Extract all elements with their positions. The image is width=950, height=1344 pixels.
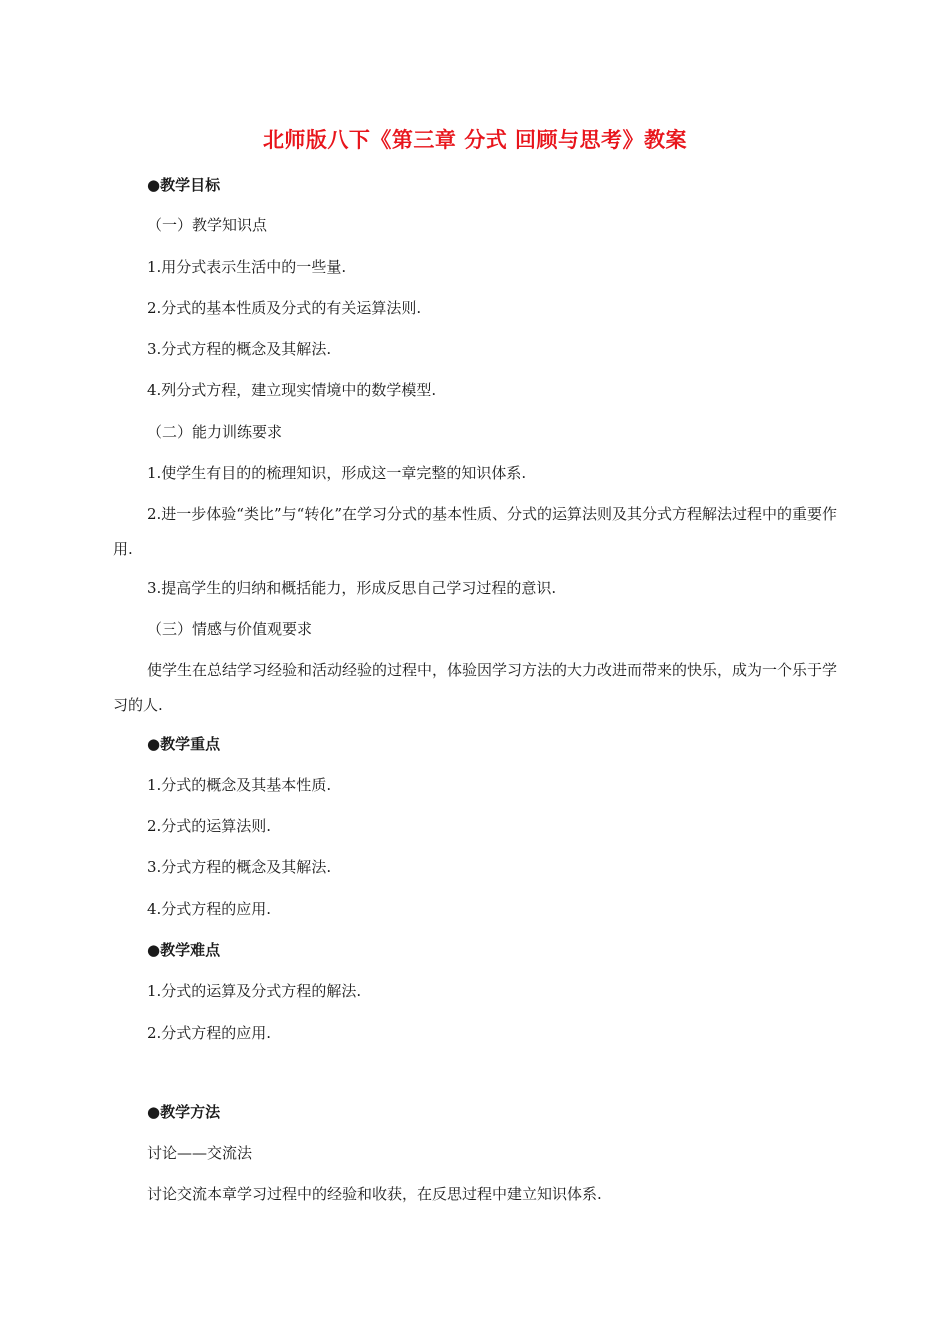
list-item: 4.列分式方程，建立现实情境中的数学模型. <box>147 381 437 399</box>
list-item: 1.分式的运算及分式方程的解法. <box>147 982 362 1000</box>
methods-heading: ●教学方法 <box>147 1103 221 1121</box>
list-item: 3.分式方程的概念及其解法. <box>147 858 332 876</box>
list-item: 2.分式方程的应用. <box>147 1024 272 1042</box>
method-name: 讨论——交流法 <box>147 1144 253 1162</box>
method-description: 讨论交流本章学习过程中的经验和收获，在反思过程中建立知识体系. <box>147 1185 602 1203</box>
list-item: 2.分式的基本性质及分式的有关运算法则. <box>147 299 422 317</box>
knowledge-points-subheading: （一）教学知识点 <box>147 216 268 234</box>
list-item: 2.分式的运算法则. <box>147 817 272 835</box>
emotion-values-paragraph: 使学生在总结学习经验和活动经验的过程中，体验因学习方法的大力改进而带来的快乐，成为一个乐于学习的人. <box>113 661 838 714</box>
list-item: 3.提高学生的归纳和概括能力，形成反思自己学习过程的意识. <box>147 579 557 597</box>
objectives-heading: ●教学目标 <box>147 176 221 194</box>
list-item: 1.分式的概念及其基本性质. <box>147 776 332 794</box>
list-item-paragraph: 2.进一步体验“类比”与“转化”在学习分式的基本性质、分式的运算法则及其分式方程解法过程中的重要作用. <box>113 505 837 558</box>
list-item: 3.分式方程的概念及其解法. <box>147 340 332 358</box>
document-title: 北师版八下《第三章 分式 回顾与思考》教案 <box>262 128 688 152</box>
ability-requirements-subheading: （二）能力训练要求 <box>147 423 283 441</box>
list-item: 1.使学生有目的的梳理知识，形成这一章完整的知识体系. <box>147 464 527 482</box>
list-item: 4.分式方程的应用. <box>147 900 272 918</box>
list-item: 1.用分式表示生活中的一些量. <box>147 258 347 276</box>
difficulties-heading: ●教学难点 <box>147 941 221 959</box>
key-points-heading: ●教学重点 <box>147 735 221 753</box>
emotion-values-subheading: （三）情感与价值观要求 <box>147 620 313 638</box>
